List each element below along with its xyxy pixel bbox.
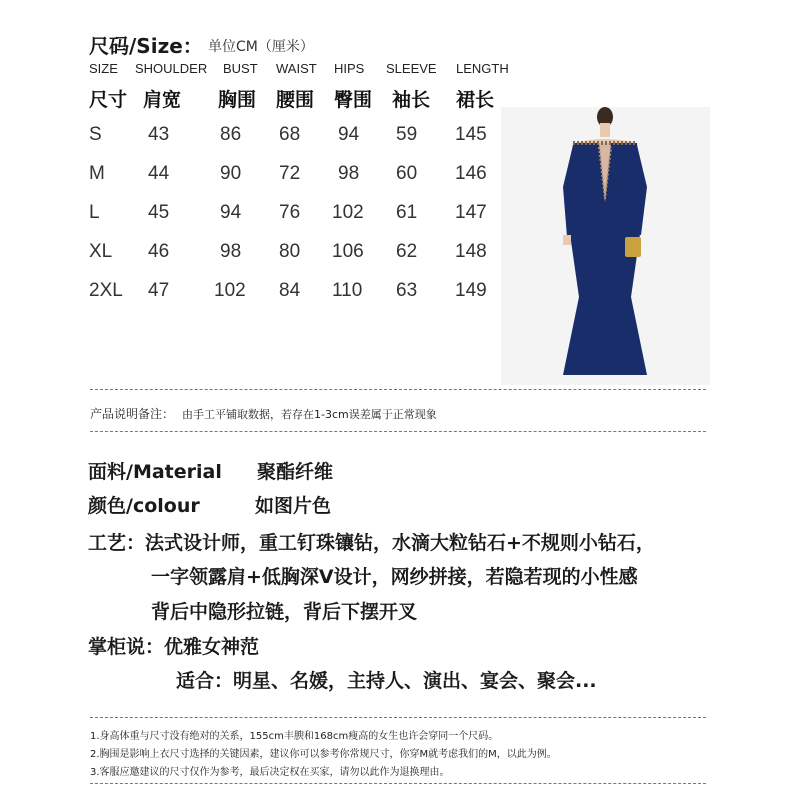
table-cell-hips: 98	[338, 163, 360, 184]
divider	[90, 717, 706, 718]
divider	[90, 389, 706, 390]
fine-print-line: 3.客服应邀建议的尺寸仅作为参考，最后决定权在买家，请勿以此作为退换理由。	[90, 767, 450, 778]
table-cell-shoulder: 43	[148, 124, 170, 145]
product-note-label: 产品说明备注：	[90, 407, 175, 421]
table-cell-hips: 110	[332, 280, 363, 301]
table-cell-size: L	[89, 202, 100, 223]
header-en-waist: WAIST	[276, 61, 317, 76]
table-cell-waist: 72	[279, 163, 301, 184]
header-en-shoulder: SHOULDER	[135, 61, 208, 76]
product-note-text: 由手工平铺取数据，若存在1-3cm误差属于正常现象	[182, 408, 437, 421]
table-cell-length: 148	[455, 241, 487, 262]
table-cell-length: 145	[455, 124, 487, 145]
header-en-size: SIZE	[89, 61, 118, 76]
fine-print-line: 1.身高体重与尺寸没有绝对的关系，155cm丰腴和168cm瘦高的女生也许会穿同一个尺码。	[90, 731, 499, 742]
table-cell-length: 147	[455, 202, 487, 223]
table-cell-sleeve: 62	[396, 241, 418, 262]
table-cell-size: S	[89, 124, 102, 145]
header-cn-sleeve: 袖长	[392, 89, 431, 111]
table-cell-size: M	[89, 163, 105, 184]
header-cn-size: 尺寸	[89, 89, 128, 111]
colour-label: 颜色/colour	[88, 495, 200, 517]
table-cell-length: 146	[455, 163, 487, 184]
table-cell-length: 149	[455, 280, 487, 301]
size-chart-title: 尺码/Size：	[89, 34, 203, 58]
material-value: 聚酯纤维	[257, 461, 334, 483]
header-en-bust: BUST	[223, 61, 258, 76]
header-cn-bust: 胸围	[218, 89, 257, 111]
table-cell-waist: 68	[279, 124, 301, 145]
table-cell-hips: 94	[338, 124, 360, 145]
header-cn-waist: 腰围	[276, 89, 315, 111]
table-cell-size: XL	[89, 241, 113, 262]
table-cell-bust: 98	[220, 241, 242, 262]
table-cell-sleeve: 61	[396, 202, 418, 223]
size-chart-unit: 单位CM（厘米）	[208, 39, 314, 55]
table-cell-sleeve: 59	[396, 124, 418, 145]
colour-value: 如图片色	[255, 495, 332, 517]
table-cell-bust: 90	[220, 163, 242, 184]
table-cell-bust: 102	[214, 280, 246, 301]
table-cell-shoulder: 44	[148, 163, 170, 184]
table-cell-sleeve: 60	[396, 163, 418, 184]
table-cell-shoulder: 45	[148, 202, 170, 223]
fine-print-line: 2.胸围是影响上衣尺寸选择的关键因素，建议你可以参考你常规尺寸，你穿M就考虑我们的M，以此为例。	[90, 749, 557, 760]
craft-line-2: 一字领露肩+低胸深V设计，网纱拼接，若隐若现的小性感	[151, 566, 638, 588]
table-cell-waist: 76	[279, 202, 301, 223]
header-en-length: LENGTH	[456, 61, 509, 76]
table-cell-shoulder: 47	[148, 280, 170, 301]
header-en-sleeve: SLEEVE	[386, 61, 437, 76]
header-cn-shoulder: 肩宽	[143, 89, 182, 111]
header-cn-hips: 臀围	[334, 89, 373, 111]
shopkeeper-says: 掌柜说：优雅女神范	[88, 636, 260, 658]
table-cell-bust: 94	[220, 202, 242, 223]
header-cn-length: 裙长	[456, 89, 495, 111]
divider	[90, 431, 706, 432]
header-en-hips: HIPS	[334, 61, 365, 76]
material-label: 面料/Material	[88, 461, 222, 483]
table-cell-sleeve: 63	[396, 280, 418, 301]
divider	[90, 783, 706, 784]
table-cell-shoulder: 46	[148, 241, 170, 262]
table-cell-waist: 84	[279, 280, 301, 301]
suitable-for: 适合：明星、名媛，主持人、演出、宴会、聚会...	[176, 670, 597, 692]
table-cell-bust: 86	[220, 124, 242, 145]
craft-line-1: 工艺：法式设计师，重工钉珠镶钻，水滴大粒钻石+不规则小钻石，	[88, 532, 655, 554]
table-cell-hips: 102	[332, 202, 364, 223]
table-cell-waist: 80	[279, 241, 301, 262]
table-cell-size: 2XL	[89, 280, 123, 301]
craft-line-3: 背后中隐形拉链，背后下摆开叉	[151, 601, 418, 623]
dress-photo	[501, 107, 710, 385]
product-note	[90, 405, 437, 422]
table-cell-hips: 106	[332, 241, 364, 262]
